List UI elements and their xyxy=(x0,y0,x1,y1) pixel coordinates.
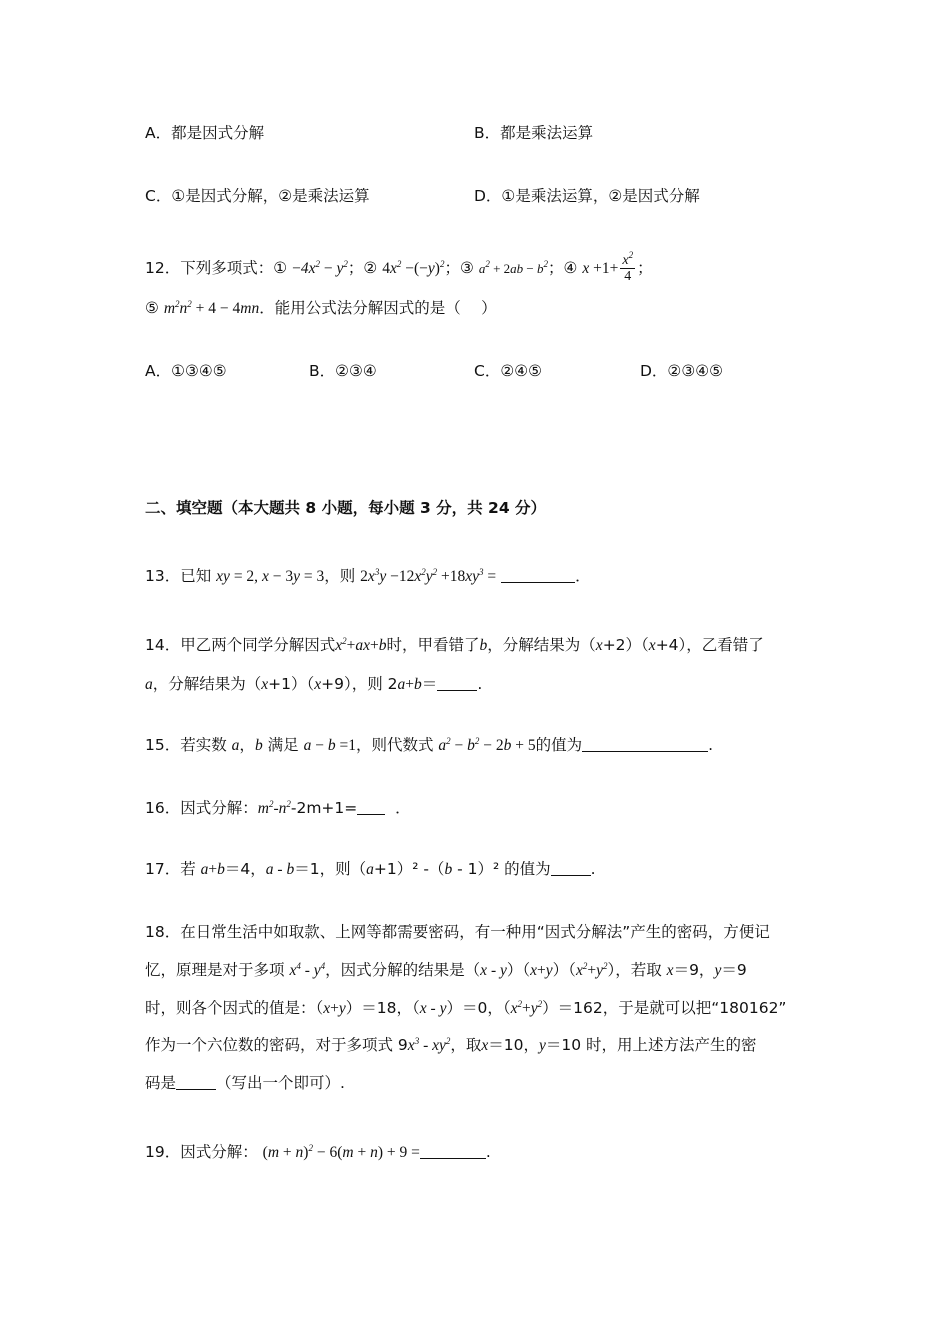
q18-text: ），若取 xyxy=(607,961,662,979)
q12-stem-line1 xyxy=(145,250,653,284)
q18-factor1: x+y xyxy=(323,1000,346,1017)
q14-line2 xyxy=(145,674,482,695)
q14-text: +9），则 2 xyxy=(321,675,398,693)
q12-option-c: C．②④⑤ xyxy=(474,362,543,380)
q12-item4-label: ④ xyxy=(563,259,578,277)
q15-condition: a − b =1 xyxy=(303,737,356,754)
q18-text: ＝9 xyxy=(721,961,747,979)
q17-end: . xyxy=(590,860,596,878)
q12-expr1: $-4x^2 - y^2$ xyxy=(292,259,348,277)
q18-text: 码是 xyxy=(145,1074,177,1092)
q15-text: . xyxy=(708,736,714,754)
q17-prefix: 17．若 xyxy=(145,860,196,878)
q18-line5 xyxy=(145,1073,345,1093)
q17-text: ＝4， xyxy=(224,860,266,878)
q18-text: （写出一个即可）. xyxy=(216,1074,345,1092)
q11-option-b: B．都是乘法运算 xyxy=(474,124,594,142)
q18-text: ＝10 时，用上述方法产生的密 xyxy=(545,1036,757,1054)
q18-text: ＝9， xyxy=(673,961,715,979)
q18-var-y: y xyxy=(714,962,722,979)
q18-text: 忆，原理是对于多项 xyxy=(145,961,285,979)
q18-text: ＝10， xyxy=(488,1036,540,1054)
q12-option-b: B．②③④ xyxy=(309,362,377,380)
q18-answer-blank[interactable] xyxy=(176,1074,216,1090)
q11-option-c: C．①是因式分解，②是乘法运算 xyxy=(145,187,370,205)
q15-text: 的值为 xyxy=(535,736,583,754)
q15-answer-blank[interactable] xyxy=(582,736,708,752)
q12-stem-line2 xyxy=(145,298,497,319)
q12-option-d: D．②③④⑤ xyxy=(640,362,724,380)
q13-expr: $2x^3y -12x^2y^2 +18xy^3$ = xyxy=(360,567,497,585)
q18-poly: $x^4 - y^4$ xyxy=(289,961,326,979)
q18-line1: 18．在日常生活中如取款、上网等都需要密码，有一种用“因式分解法”产生的密码，方便记 xyxy=(145,923,770,941)
q15-var-b: b xyxy=(254,737,263,754)
q14-line1 xyxy=(145,635,764,656)
q12-sep: ； xyxy=(444,259,460,277)
q12-option-a: A．①③④⑤ xyxy=(145,362,227,380)
q14-var-x: x xyxy=(595,637,603,654)
q14-var-x: x xyxy=(261,676,269,693)
q15-var-a: a xyxy=(231,737,240,754)
q18-line4 xyxy=(145,1035,757,1056)
q12-item5-label: ⑤ xyxy=(145,299,159,317)
q12-tail: ．能用公式法分解因式的是（ ） xyxy=(259,299,497,317)
q12-sep: ； xyxy=(637,259,653,277)
q18-poly2: $x^3 - xy^2$ xyxy=(407,1036,451,1054)
q18-text: ）＝0，（ xyxy=(446,999,511,1017)
q17-text: - 1）² 的值为 xyxy=(452,860,551,878)
q11-option-a: A．都是因式分解 xyxy=(145,124,265,142)
q12-sep: ； xyxy=(548,259,564,277)
q14-text: ＝ xyxy=(421,675,438,693)
q16-end: ． xyxy=(395,799,411,817)
q14-poly: $x^2+ax+b$ xyxy=(335,636,387,654)
q19-prefix: 19．因式分解： xyxy=(145,1143,258,1161)
q18-line2 xyxy=(145,960,747,981)
q18-factor3: $x^2+y^2$ xyxy=(510,999,543,1017)
q13-answer-blank[interactable] xyxy=(501,567,575,583)
q19-expr: $(m + n)^2 - 6(m + n) + 9$ = xyxy=(262,1143,420,1161)
q14-var-b: b xyxy=(479,637,488,654)
q19-answer-blank[interactable] xyxy=(420,1143,486,1159)
q12-expr3: $a^2 + 2ab - b^2$ xyxy=(478,259,548,276)
q18-line3 xyxy=(145,998,786,1019)
q14-text: 14．甲乙两个同学分解因式 xyxy=(145,636,336,654)
q14-var-a: a xyxy=(145,676,153,693)
q17-text: +1）² -（ xyxy=(373,860,445,878)
q14-text: +4），乙看错了 xyxy=(655,636,764,654)
q16 xyxy=(145,798,411,819)
q17-expr1: a+b xyxy=(200,861,225,878)
q12-expr4: x +1+ xyxy=(582,260,619,277)
q18-var-x: x xyxy=(666,962,674,979)
q18-factor2: x - y xyxy=(419,1000,447,1017)
q14-text: . xyxy=(477,675,483,693)
q13-mid: ，则 xyxy=(324,567,356,585)
q18-var-y: y xyxy=(539,1037,546,1054)
q14-var-x: x xyxy=(314,676,322,693)
q16-expr: $m^2-n^2$ xyxy=(257,799,291,817)
q16-answer-blank[interactable] xyxy=(357,799,385,815)
q12-fraction: $\frac{x^2}{4}$ xyxy=(622,250,634,284)
q12-item2-label: ② xyxy=(363,259,378,277)
q18-factors: $x - y)(x+y)(x^2+y^2$ xyxy=(480,961,608,979)
q15-text: ，则代数式 xyxy=(355,736,434,754)
q14-text: ，分解结果为（ xyxy=(152,675,262,693)
q15-text: 满足 xyxy=(267,736,299,754)
q12-expr5: $m^2n^2 + 4 - 4mn$ xyxy=(163,299,260,317)
q17-var-b: b xyxy=(444,861,453,878)
q17 xyxy=(145,859,596,880)
q12-item3-label: ③ xyxy=(459,259,474,277)
q19-end: . xyxy=(485,1143,491,1161)
q18-text: ）＝18，（ xyxy=(345,999,420,1017)
q12-item1-label: ① xyxy=(273,259,288,277)
q12-expr2: $4x^2 -(-y)^2$ xyxy=(382,259,445,277)
q14-text: +1）（ xyxy=(268,675,315,693)
q17-text: ＝1，则（ xyxy=(294,860,367,878)
q17-expr2: a - b xyxy=(265,861,295,878)
q14-answer-blank[interactable] xyxy=(437,675,477,691)
q18-var-x: x xyxy=(481,1037,489,1054)
q14-var-x: x xyxy=(648,637,656,654)
q11-option-d: D．①是乘法运算，②是因式分解 xyxy=(474,187,700,205)
q18-text: ，取 xyxy=(450,1036,482,1054)
q18-text: 作为一个六位数的密码，对于多项式 9 xyxy=(145,1036,408,1054)
q14-expr: a+b xyxy=(397,676,422,693)
q14-text: 时，甲看错了 xyxy=(386,636,480,654)
q15: 15．若实数 a，b 满足 a − b =1，则代数式 $a^2 - b^2 - 2b + 5$的值为 . xyxy=(145,736,714,754)
q13 xyxy=(145,566,591,587)
q17-var-a: a xyxy=(366,861,374,878)
q13-prefix: 13．已知 xyxy=(145,567,212,585)
q12-sep: ； xyxy=(347,259,364,277)
q16-expr-tail: -2m+1= xyxy=(290,799,358,817)
q14-text: ，分解结果为（ xyxy=(487,636,596,654)
q18-text: ）＝162，于是就可以把“180162” xyxy=(542,999,787,1017)
q18-text: ，因式分解的结果是（ xyxy=(325,961,481,979)
section-2-title: 二、填空题（本大题共 8 小题，每小题 3 分，共 24 分） xyxy=(145,499,547,517)
q13-condition: xy = 2, x − 3y = 3 xyxy=(216,568,325,585)
q15-expr: $a^2 - b^2 - 2b + 5$ xyxy=(438,736,536,754)
q13-end: ． xyxy=(575,567,591,585)
q16-prefix: 16．因式分解： xyxy=(145,799,258,817)
q12-prefix: 12．下列多项式： xyxy=(145,259,274,277)
q17-answer-blank[interactable] xyxy=(551,860,591,876)
q19 xyxy=(145,1142,491,1163)
q14-text: +2）（ xyxy=(602,636,649,654)
q15-prefix: 15．若实数 xyxy=(145,736,227,754)
q18-text: 时，则各个因式的值是：（ xyxy=(145,999,324,1017)
